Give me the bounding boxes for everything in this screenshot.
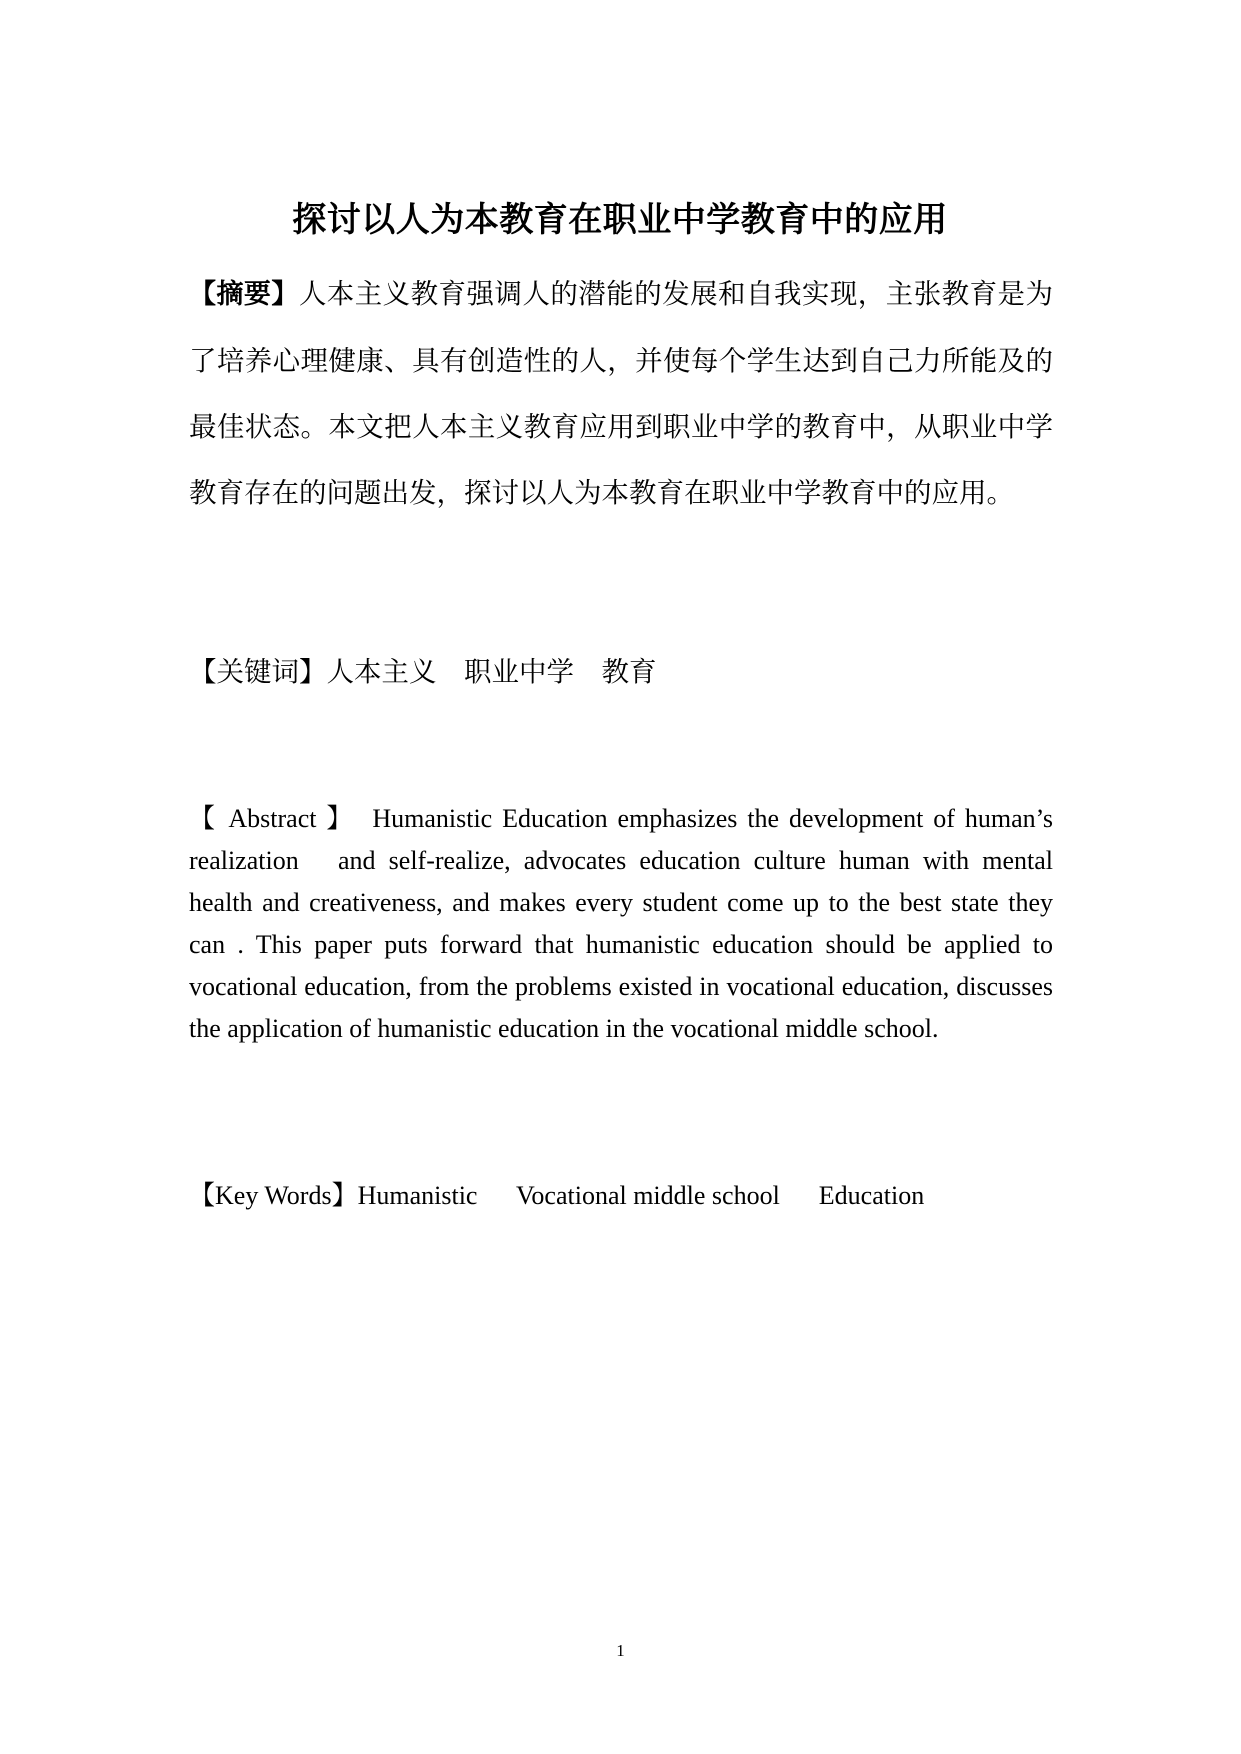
english-keywords	[189, 1176, 1053, 1216]
chinese-keywords-text: 人本主义 职业中学 教育	[326, 656, 657, 688]
english-keywords-label: 【Key Words】	[189, 1181, 358, 1210]
chinese-abstract-text: 人本主义教育强调人的潜能的发展和自我实现，主张教育是为了培养心理健康、具有创造性的人，并使每个学生达到自己力所能及的最佳状态。本文把人本主义教育应用到职业中学的教育中，从职业中学教育存在的问题出发，探讨以人为本教育在职业中学教育中的应用。	[189, 278, 1054, 509]
english-keywords-text: Humanistic Vocational middle school Education	[357, 1181, 925, 1210]
page-number: 1	[616, 1641, 625, 1660]
english-abstract-text: Humanistic Education emphasizes the development of human’s realization and self-realize, advocates education culture human with mental health and creativeness, and makes every student come up to the best state they can . This paper puts forward that humanistic education should be applied to vocational education, from the problems existed in vocational education, discusses the application of humanistic education in the vocational middle school.	[189, 804, 1053, 1043]
chinese-abstract	[189, 261, 1053, 526]
english-abstract	[189, 798, 1053, 1050]
english-abstract-label: 【 Abstract 】	[189, 804, 373, 833]
chinese-keywords	[189, 652, 1053, 692]
document-title: 探讨以人为本教育在职业中学教育中的应用	[292, 200, 948, 240]
chinese-keywords-label: 【关键词】	[189, 656, 327, 688]
chinese-abstract-label: 【摘要】	[189, 279, 299, 310]
